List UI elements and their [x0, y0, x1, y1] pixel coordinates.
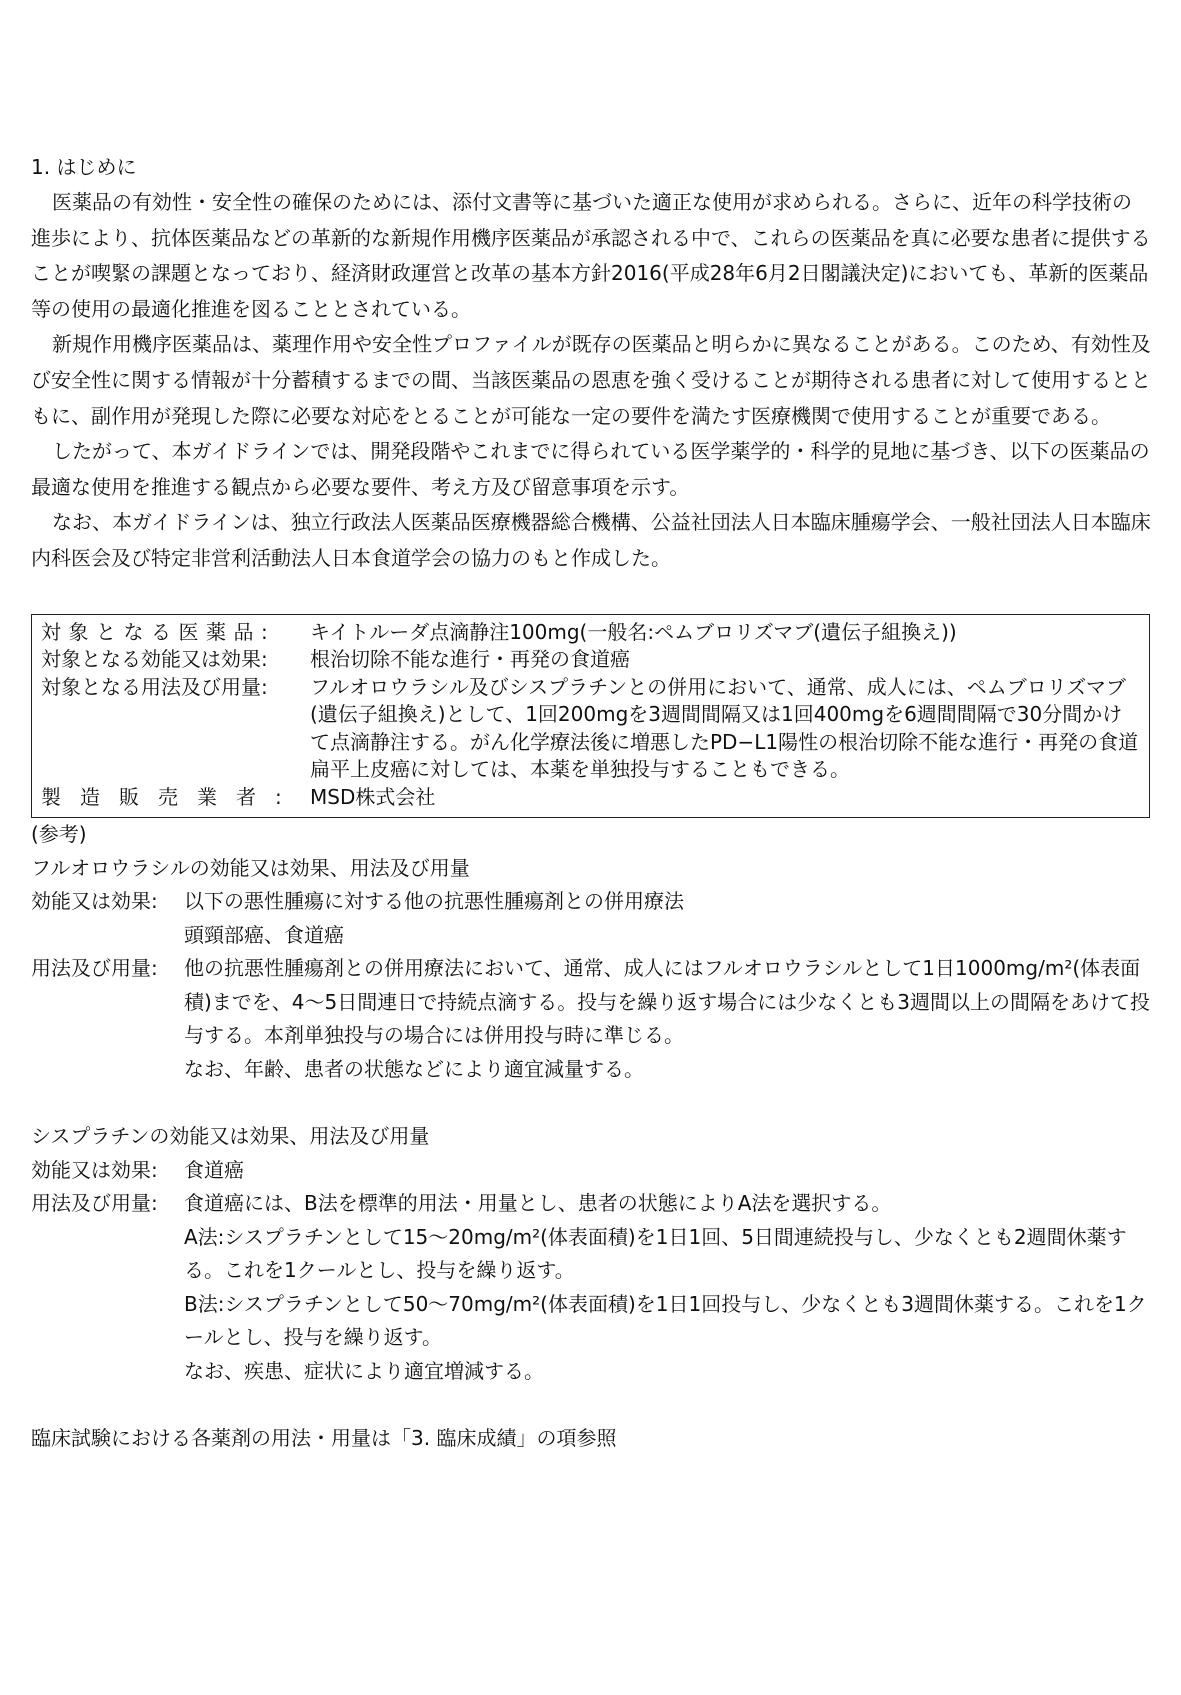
drug-info-value: 根治切除不能な進行・再発の食道癌	[310, 647, 630, 672]
clinical-trial-note: 臨床試験における各薬剤の用法・用量は「3. 臨床成績」の項参照	[31, 1426, 617, 1451]
dosage-note: なお、疾患、症状により適宜増減する。	[184, 1358, 544, 1383]
efficacy-label: 効能又は効果:	[31, 889, 158, 914]
dosage-text: 食道癌には、B法を標準的用法・用量とし、患者の状態によりA法を選択する。	[184, 1191, 892, 1216]
dosage-text: 他の抗悪性腫瘍剤との併用療法において、通常、成人にはフルオロウラシルとして1日1000mg/m²(体表面積)までを、4〜5日間連日で持続点滴する。投与を繰り返す場合には少なくとも3週間以上の間隔をあけて投与する。本剤単独投与の場合には併用投与時に準じる。	[184, 956, 1150, 1048]
dosage-label: 用法及び用量:	[31, 1191, 158, 1216]
dosage-text: A法:シスプラチンとして15〜20mg/m²(体表面積)を1日1回、5日間連続投与し、少なくとも2週間休薬する。これを1クールとし、投与を繰り返す。	[184, 1224, 1127, 1283]
drug-info-row	[41, 619, 1139, 647]
dosage-text: B法:シスプラチンとして50〜70mg/m²(体表面積)を1日1回投与し、少なくとも3週間休薬する。これを1クールとし、投与を繰り返す。	[184, 1291, 1147, 1350]
drug-info-row	[41, 674, 1139, 784]
intro-paragraph: 医薬品の有効性・安全性の確保のためには、添付文書等に基づいた適正な使用が求められる。さらに、近年の科学技術の進歩により、抗体医薬品などの革新的な新規作用機序医薬品が承認される中で、これらの医薬品を真に必要な患者に提供することが喫緊の課題となっており、経済財政運営と改革の基本方針2016(平成28年6月2日閣議決定)においても、革新的医薬品等の使用の最適化推進を図ることとされている。	[31, 190, 1151, 321]
drug-info-box	[31, 614, 1150, 819]
fluorouracil-title: フルオロウラシルの効能又は効果、用法及び用量	[31, 855, 470, 880]
document-page	[31, 150, 1151, 1456]
drug-info-label: 対象となる効能又は効果:	[41, 647, 268, 672]
drug-info-label: 対象となる医薬品:	[41, 619, 276, 644]
drug-info-row	[41, 784, 1139, 812]
section-heading: 1. はじめに	[31, 155, 137, 179]
efficacy-label: 効能又は効果:	[31, 1157, 158, 1182]
intro-paragraph: なお、本ガイドラインは、独立行政法人医薬品医療機器総合機構、公益社団法人日本臨床腫瘍学会、一般社団法人日本臨床内科医会及び特定非営利活動法人日本食道学会の協力のもと作成した。	[31, 510, 1151, 570]
efficacy-text: 頭頸部癌、食道癌	[184, 922, 344, 947]
drug-info-label: 製造販売業者:	[41, 784, 301, 809]
drug-info-value: MSD株式会社	[310, 784, 436, 809]
drug-info-value: フルオロウラシル及びシスプラチンとの併用において、通常、成人には、ペムブロリズマブ(遺伝子組換え)として、1回200mgを3週間間隔又は1回400mgを6週間間隔で30分間かけて点滴静注する。がん化学療法後に増悪したPD−L1陽性の根治切除不能な進行・再発の食道扁平上皮癌に対しては、本薬を単独投与することもできる。	[310, 674, 1139, 782]
reference-label: (参考)	[31, 822, 87, 847]
efficacy-text: 以下の悪性腫瘍に対する他の抗悪性腫瘍剤との併用療法	[184, 889, 684, 914]
efficacy-text: 食道癌	[184, 1157, 244, 1182]
cisplatin-dosage	[31, 1187, 1151, 1388]
dosage-label: 用法及び用量:	[31, 956, 158, 981]
fluorouracil-dosage	[31, 952, 1151, 1086]
drug-info-label: 対象となる用法及び用量:	[41, 674, 268, 699]
dosage-note: なお、年齢、患者の状態などにより適宜減量する。	[184, 1056, 644, 1081]
cisplatin-title: シスプラチンの効能又は効果、用法及び用量	[31, 1124, 430, 1149]
cisplatin-efficacy	[31, 1154, 1151, 1188]
intro-paragraph: したがって、本ガイドラインでは、開発段階やこれまでに得られている医学薬学的・科学的見地に基づき、以下の医薬品の最適な使用を推進する観点から必要な要件、考え方及び留意事項を示す。	[31, 439, 1150, 499]
intro-paragraph: 新規作用機序医薬品は、薬理作用や安全性プロファイルが既存の医薬品と明らかに異なることがある。このため、有効性及び安全性に関する情報が十分蓄積するまでの間、当該医薬品の恩恵を強く受けることが期待される患者に対して使用するとともに、副作用が発現した際に必要な対応をとることが可能な一定の要件を満たす医療機関で使用することが重要である。	[31, 332, 1151, 428]
drug-info-value: キイトルーダ点滴静注100mg(一般名:ペムブロリズマブ(遺伝子組換え))	[310, 619, 957, 644]
fluorouracil-efficacy	[31, 885, 1151, 952]
drug-info-row	[41, 646, 1139, 674]
